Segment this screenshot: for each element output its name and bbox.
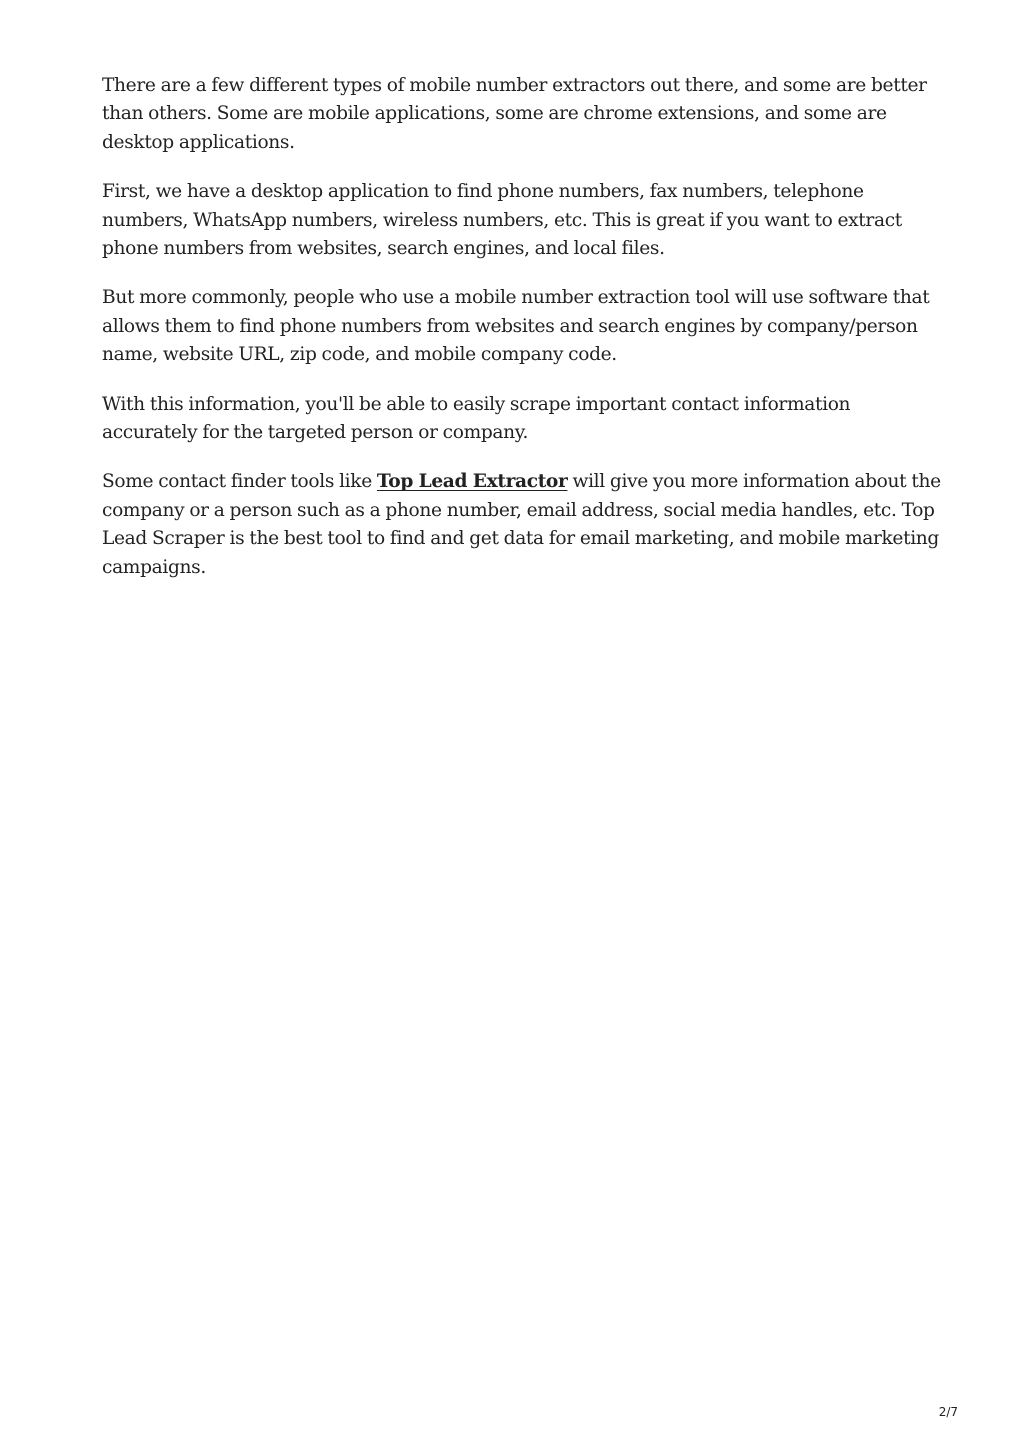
- paragraph-contact-finder-tools: [102, 468, 942, 582]
- paragraph-contact-information: With this information, you'll be able to easily scrape important contact information accurately for the targeted person or company.: [102, 393, 851, 444]
- paragraph-mobile-extractor-types: There are a few different types of mobile number extractors out there, and some are better than others. Some are mobile applications, some are chrome extensions, and some are desktop applications.: [102, 75, 927, 153]
- paragraph-desktop-application: First, we have a desktop application to find phone numbers, fax numbers, telephone numbers, WhatsApp numbers, wireless numbers, etc. This is great if you want to extract phone numbers from websites, search engines, and local files.: [102, 181, 902, 260]
- top-lead-extractor-link[interactable]: Top Lead Extractor: [376, 471, 568, 493]
- article-body: [102, 72, 942, 603]
- paragraph-text-before-link: Some contact finder tools like: [102, 471, 377, 493]
- paragraph-extraction-software: But more commonly, people who use a mobile number extraction tool will use software that allows them to find phone numbers from websites and search engines by company/person name, website URL, zip code, and mobile company code.: [102, 287, 930, 366]
- page-number: 2/7: [938, 1405, 958, 1419]
- paragraph-text-after-link: will give you more information about the company or a person such as a phone number, email address, social media handles, etc. Top Lead Scraper is the best tool to find and get data for email marketing, and mobile marketing campaigns.: [102, 471, 941, 578]
